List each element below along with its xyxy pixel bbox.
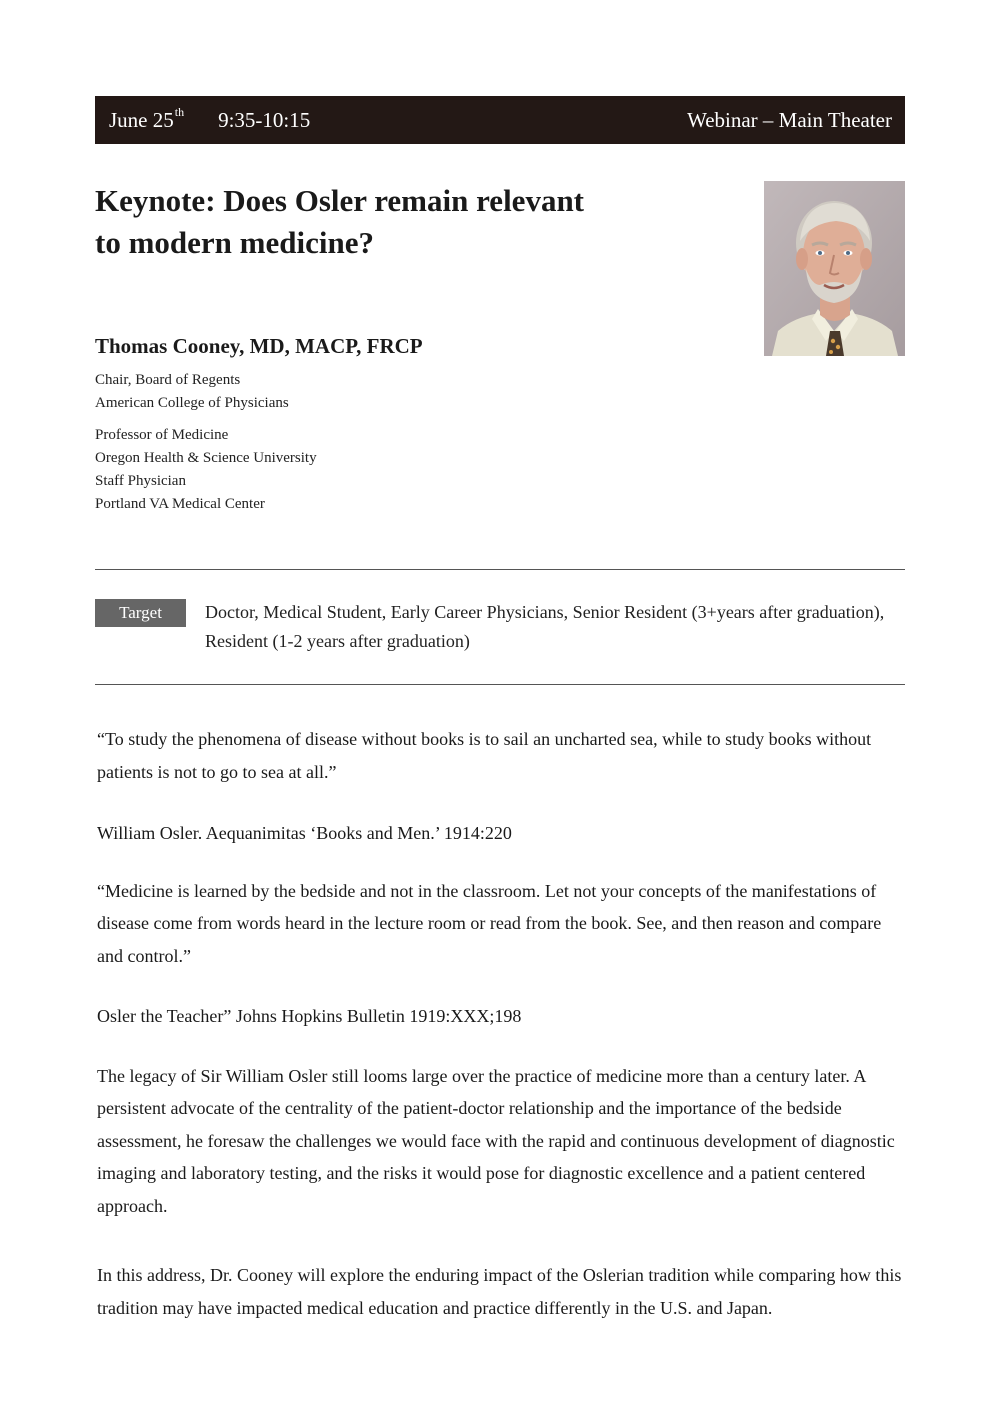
date-suffix: th [174, 104, 185, 119]
quote-2-citation: Osler the Teacher” Johns Hopkins Bulletin 1919:XXX;198 [97, 1006, 522, 1026]
affiliation-line: Oregon Health & Science University [95, 450, 317, 466]
description-paragraph-2: In this address, Dr. Cooney will explore the enduring impact of the Oslerian tradition while comparing how this tradition may have impacted medical education and practice differently in the U.S. and Japan. [97, 1265, 902, 1318]
session-description [95, 723, 905, 1324]
description-paragraph-1: The legacy of Sir William Osler still looms large over the practice of medicine more than a century later. A persistent advocate of the centrality of the patient-doctor relationship and the importance of the bedside assessment, he foresaw the challenges we would face with the rapid and continuous development of diagnostic imaging and laboratory testing, and the risks it would pose for diagnostic excellence and a patient centered approach. [97, 1065, 895, 1216]
affiliation-line: Staff Physician [95, 473, 186, 489]
session-header-bar [95, 96, 905, 144]
speaker-portrait-image [764, 181, 905, 356]
session-date: June 25th [109, 104, 185, 132]
session-time: 9:35-10:15 [218, 107, 311, 132]
session-datetime [109, 104, 311, 133]
session-title [95, 180, 655, 264]
page [95, 96, 905, 1324]
speaker-affiliation-secondary [95, 424, 317, 516]
target-audience-section [95, 570, 905, 684]
affiliation-line: Portland VA Medical Center [95, 496, 265, 512]
osler-quote-2: “Medicine is learned by the bedside and not in the classroom. Let not your concepts of the manifestations of disease come from words heard in the lecture room or read from the book. See, and then reason and compare and control.” [97, 880, 882, 966]
target-label-badge: Target [95, 599, 186, 627]
affiliation-line: Professor of Medicine [95, 427, 229, 443]
speaker-affiliation-primary [95, 369, 289, 415]
affiliation-line: Chair, Board of Regents [95, 372, 241, 388]
speaker-photo [764, 181, 905, 356]
target-audience-text: Doctor, Medical Student, Early Career Physicians, Senior Resident (3+years after graduation), Resident (1-2 years after graduation) [205, 602, 885, 651]
session-title-line-2: to modern medicine? [95, 225, 374, 260]
speaker-name: Thomas Cooney, MD, MACP, FRCP [95, 334, 423, 358]
session-intro [95, 144, 905, 512]
affiliation-line: American College of Physicians [95, 395, 289, 411]
divider-bottom [95, 684, 905, 685]
session-title-line-1: Keynote: Does Osler remain relevant [95, 183, 585, 218]
quote-1-citation: William Osler. Aequanimitas ‘Books and Men.’ 1914:220 [97, 823, 512, 843]
osler-quote-1: “To study the phenomena of disease without books is to sail an uncharted sea, while to study books without patients is not to go to sea at all.” [97, 729, 872, 782]
session-venue: Webinar – Main Theater [687, 107, 892, 132]
